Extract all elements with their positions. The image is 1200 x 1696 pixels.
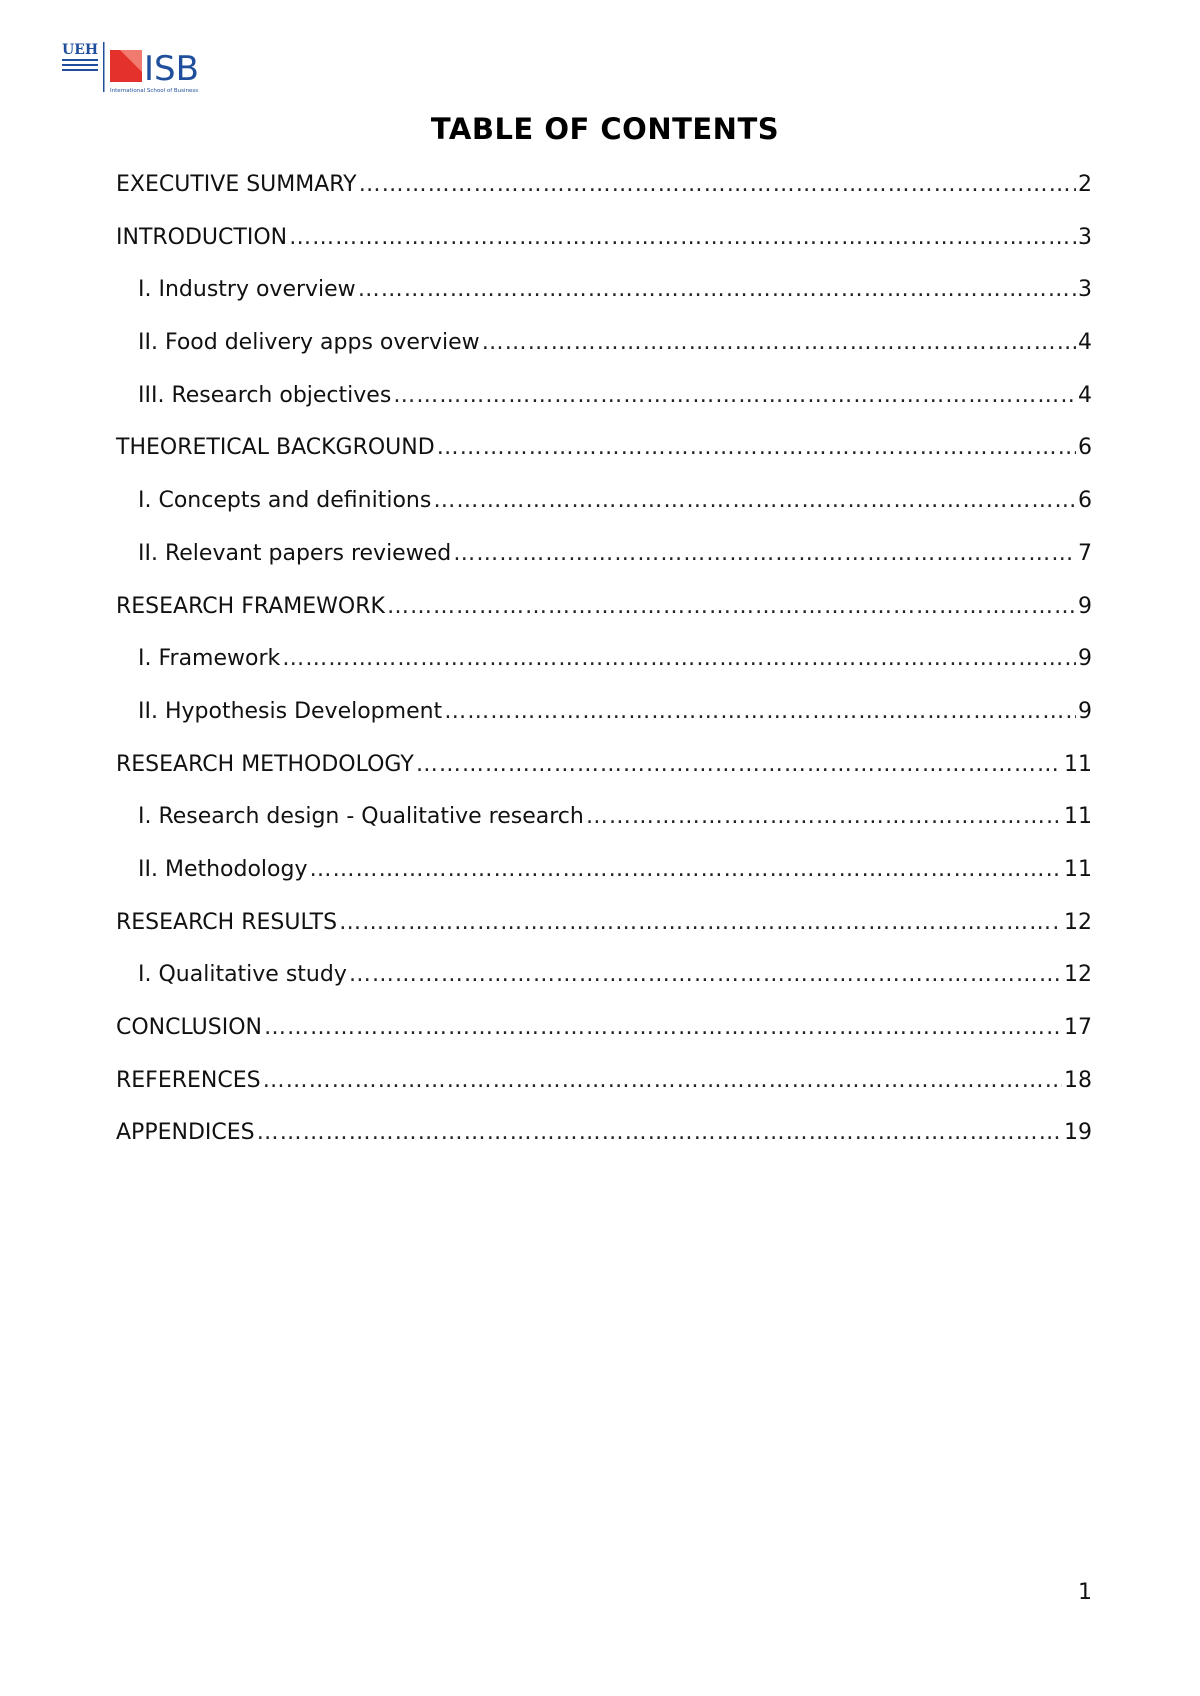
toc-entry[interactable] xyxy=(116,962,1092,1015)
logo-left-text: UEH xyxy=(62,42,99,58)
toc-entry-page: 19 xyxy=(1064,1120,1092,1146)
toc-dot-leader xyxy=(437,435,1076,460)
toc-entry-label: CONCLUSION xyxy=(116,1015,262,1040)
toc-entry[interactable] xyxy=(116,857,1092,910)
toc-entry-label: EXECUTIVE SUMMARY xyxy=(116,172,357,197)
toc-entry[interactable] xyxy=(116,1120,1092,1173)
toc-dot-leader xyxy=(289,225,1076,250)
toc-entry-label: RESEARCH RESULTS xyxy=(116,909,338,935)
toc-entry-label: I. Framework xyxy=(138,646,281,672)
toc-dot-leader xyxy=(263,1068,1062,1093)
toc-entry-page: 9 xyxy=(1078,646,1092,672)
toc-entry-page: 11 xyxy=(1064,751,1092,777)
toc-entry[interactable] xyxy=(116,172,1092,225)
logo-rule xyxy=(62,59,98,61)
toc-entry-page: 7 xyxy=(1078,540,1092,566)
toc-entry-page: 12 xyxy=(1064,962,1092,988)
logo-divider xyxy=(103,42,105,92)
toc-entry[interactable] xyxy=(116,1015,1092,1068)
toc-entry-label: I. Concepts and definitions xyxy=(138,488,432,514)
toc-dot-leader xyxy=(453,541,1076,566)
ueh-isb-logo xyxy=(62,40,232,98)
page-title: TABLE OF CONTENTS xyxy=(430,112,780,146)
toc-entry-page: 11 xyxy=(1064,804,1092,830)
toc-entry-label: II. Hypothesis Development xyxy=(138,698,443,724)
toc-entry[interactable] xyxy=(116,910,1092,963)
toc-entry[interactable] xyxy=(116,646,1092,699)
toc-entry[interactable] xyxy=(116,330,1092,383)
toc-entry[interactable] xyxy=(116,1068,1092,1121)
toc-dot-leader xyxy=(387,594,1076,619)
toc-entry-page: 17 xyxy=(1064,1015,1092,1040)
toc-entry[interactable] xyxy=(116,541,1092,594)
toc-dot-leader xyxy=(482,330,1076,355)
toc-entry-label: II. Relevant papers reviewed xyxy=(138,540,452,566)
toc-dot-leader xyxy=(416,752,1062,777)
toc-dot-leader xyxy=(433,488,1076,513)
logo-rule xyxy=(62,64,98,66)
toc-entry-page: 2 xyxy=(1078,172,1092,197)
toc-dot-leader xyxy=(339,910,1062,935)
toc-entry-label: I. Research design - Qualitative research xyxy=(138,804,584,830)
toc-entry[interactable] xyxy=(116,277,1092,330)
toc-entry[interactable] xyxy=(116,383,1092,436)
toc-entry-page: 9 xyxy=(1078,593,1092,619)
table-of-contents xyxy=(116,172,1092,1173)
toc-dot-leader xyxy=(257,1120,1062,1145)
toc-entry-page: 11 xyxy=(1064,856,1092,882)
toc-dot-leader xyxy=(359,172,1076,197)
toc-entry[interactable] xyxy=(116,699,1092,752)
toc-dot-leader xyxy=(282,646,1076,671)
toc-dot-leader xyxy=(310,857,1063,882)
toc-entry[interactable] xyxy=(116,804,1092,857)
toc-entry-page: 3 xyxy=(1078,277,1092,303)
logo-graphic xyxy=(62,40,232,98)
toc-entry-label: REFERENCES xyxy=(116,1067,261,1093)
toc-entry-page: 4 xyxy=(1078,382,1092,408)
toc-dot-leader xyxy=(586,804,1062,829)
toc-entry-label: RESEARCH METHODOLOGY xyxy=(116,751,414,777)
toc-entry-page: 9 xyxy=(1078,698,1092,724)
toc-dot-leader xyxy=(393,383,1076,408)
logo-rule xyxy=(62,69,98,71)
toc-entry-label: RESEARCH FRAMEWORK xyxy=(116,593,385,619)
toc-entry[interactable] xyxy=(116,488,1092,541)
toc-entry-label: II. Methodology xyxy=(138,856,308,882)
page-number: 1 xyxy=(1078,1580,1092,1605)
toc-entry-page: 18 xyxy=(1064,1067,1092,1093)
toc-entry-label: III. Research objectives xyxy=(138,382,392,408)
toc-entry-label: INTRODUCTION xyxy=(116,224,288,250)
toc-entry[interactable] xyxy=(116,752,1092,805)
toc-entry[interactable] xyxy=(116,435,1092,488)
toc-entry-label: I. Industry overview xyxy=(138,277,356,303)
toc-entry-page: 3 xyxy=(1078,224,1092,250)
toc-entry-page: 12 xyxy=(1064,909,1092,935)
toc-entry-label: II. Food delivery apps overview xyxy=(138,330,480,356)
toc-entry-label: APPENDICES xyxy=(116,1120,255,1146)
toc-entry-page: 6 xyxy=(1078,435,1092,461)
toc-entry-page: 6 xyxy=(1078,488,1092,514)
logo-right-text: ISB xyxy=(144,49,199,89)
toc-dot-leader xyxy=(358,277,1076,302)
logo-subtext: International School of Business xyxy=(110,88,199,94)
toc-dot-leader xyxy=(444,699,1076,724)
toc-entry[interactable] xyxy=(116,594,1092,647)
toc-dot-leader xyxy=(349,962,1062,987)
toc-entry[interactable] xyxy=(116,225,1092,278)
toc-entry-page: 4 xyxy=(1078,330,1092,356)
toc-entry-label: THEORETICAL BACKGROUND xyxy=(116,435,435,461)
toc-entry-label: I. Qualitative study xyxy=(138,962,347,988)
toc-dot-leader xyxy=(264,1015,1062,1040)
